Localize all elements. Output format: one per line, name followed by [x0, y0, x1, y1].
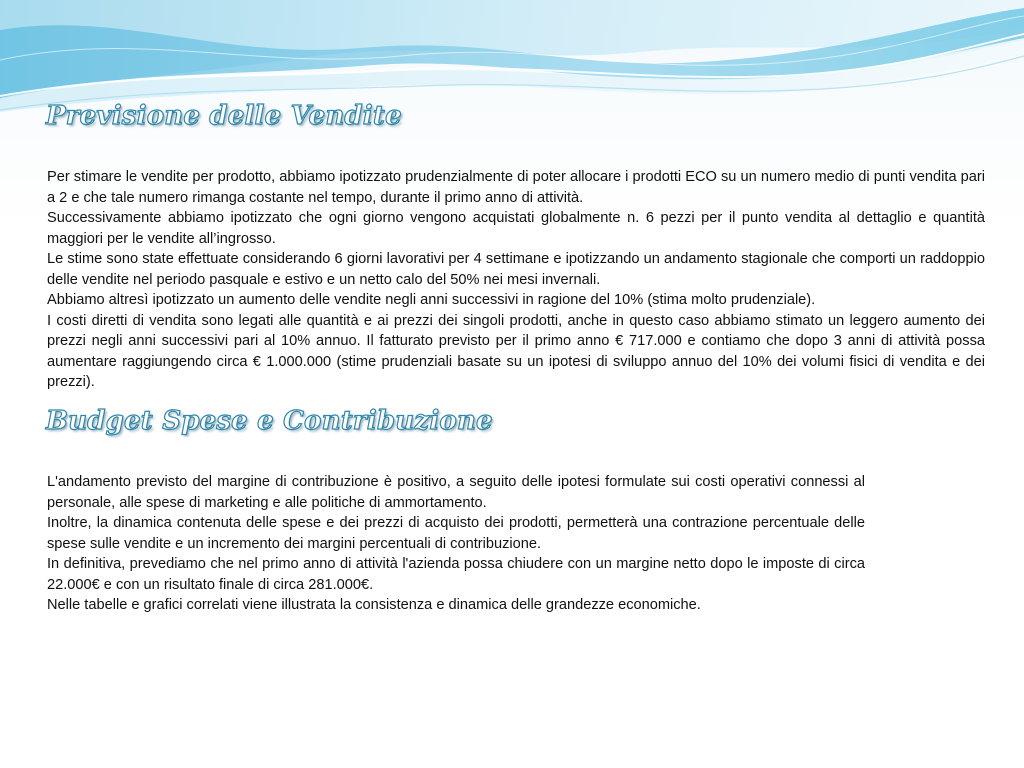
budget-text	[47, 472, 865, 616]
paragraph: I costi diretti di vendita sono legati alle quantità e ai prezzi dei singoli prodotti, anche in questo caso abbiamo stimato un leggero aumento dei prezzi negli anni successivi pari al 10% annuo. Il fatturato previsto per il primo anno € 717.000 e contiamo che dopo 3 anni di attività possa aumentare raggiungendo circa € 1.000.000 (stime prudenziali basate su un ipotesi di sviluppo annuo del 10% dei volumi fisici di vendita e dei prezzi).	[47, 312, 985, 390]
paragraph: Nelle tabelle e grafici correlati viene illustrata la consistenza e dinamica delle grandezze economiche.	[47, 597, 701, 613]
paragraph: Successivamente abbiamo ipotizzato che ogni giorno vengono acquistati globalmente n. 6 pezzi per il punto vendita al dettaglio e quantità maggiori per le vendite all’ingrosso.	[47, 210, 985, 247]
paragraph: L'andamento previsto del margine di contribuzione è positivo, a seguito delle ipotesi formulate sui costi operativi connessi al personale, alle spese di marketing e alle politiche di ammortamento.	[47, 474, 865, 511]
sales-forecast-text	[47, 167, 985, 393]
paragraph: Abbiamo altresì ipotizzato un aumento delle vendite negli anni successivi in ragione del 10% (stima molto prudenziale).	[47, 292, 816, 308]
paragraph: Per stimare le vendite per prodotto, abbiamo ipotizzato prudenzialmente di poter allocare i prodotti ECO su un numero medio di punti vendita pari a 2 e che tale numero rimanga costante nel tempo, durante il primo anno di attività.	[47, 169, 985, 206]
paragraph: Le stime sono state effettuate considerando 6 giorni lavorativi per 4 settimane e ipotizzando un andamento stagionale che comporti un raddoppio delle vendite nel periodo pasquale e estivo e un netto calo del 50% nei mesi invernali.	[47, 251, 985, 288]
section-title-budget: Budget Spese e Contribuzione	[46, 406, 493, 436]
paragraph: Inoltre, la dinamica contenuta delle spese e dei prezzi di acquisto dei prodotti, permetterà una contrazione percentuale delle spese sulle vendite e un incremento dei margini percentuali di contribuzione.	[47, 515, 865, 552]
section-title-sales-forecast: Previsione delle Vendite	[46, 101, 402, 131]
paragraph: In definitiva, prevediamo che nel primo anno di attività l'azienda possa chiudere con un margine netto dopo le imposte di circa 22.000€ e con un risultato finale di circa 281.000€.	[47, 556, 865, 593]
